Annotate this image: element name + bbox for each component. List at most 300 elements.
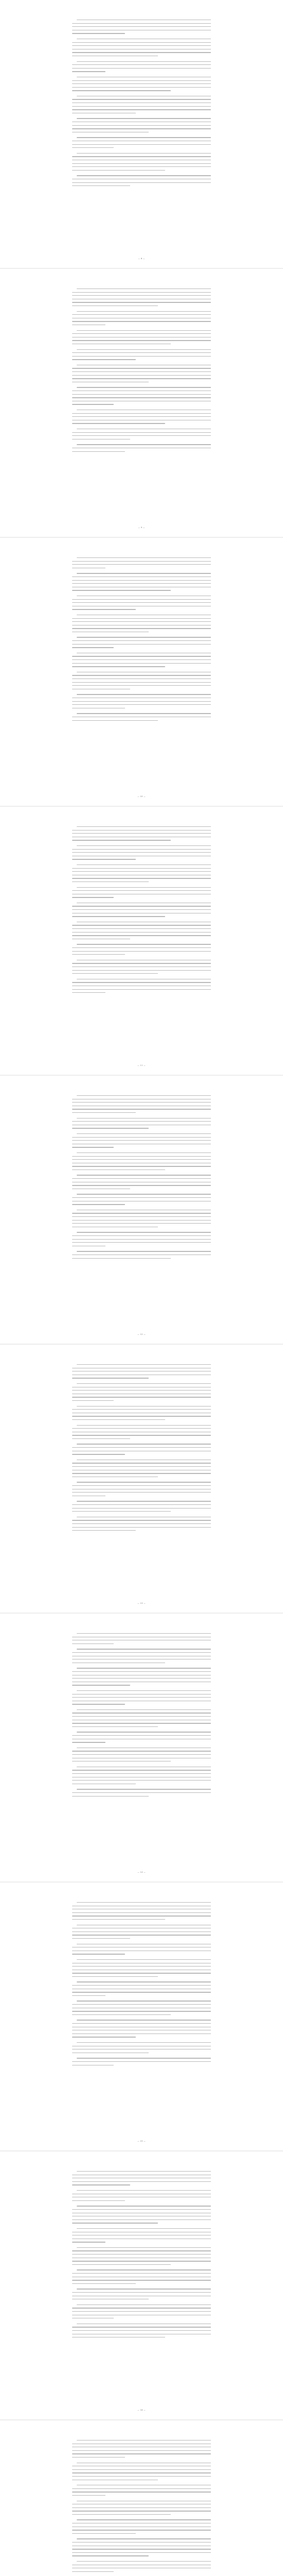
- text-line: [77, 2171, 211, 2172]
- document-page: [0, 1614, 283, 1882]
- text-line: [72, 1726, 158, 1727]
- text-line: [72, 947, 211, 948]
- text-line: [72, 628, 211, 629]
- page-text-block: [72, 1095, 211, 1263]
- text-line: [72, 1530, 136, 1531]
- paragraph: [72, 2485, 211, 2496]
- text-line: [72, 1527, 211, 1528]
- paragraph: [72, 1649, 211, 1663]
- text-line: [72, 2023, 211, 2024]
- text-line: [72, 182, 211, 183]
- text-line: [77, 153, 211, 154]
- page-number: — 11 —: [137, 1064, 146, 1066]
- text-line: [72, 1438, 130, 1439]
- paragraph: [72, 1944, 211, 1955]
- page-number: — 9 —: [138, 527, 145, 529]
- text-line: [77, 845, 211, 846]
- paragraph: [72, 1133, 211, 1148]
- text-line: [72, 2014, 171, 2015]
- page-text-block: [72, 1364, 211, 1536]
- text-line: [72, 1239, 211, 1240]
- paragraph: [72, 1767, 211, 1784]
- text-line: [72, 989, 211, 990]
- paragraph: [72, 1153, 211, 1170]
- paragraph: [72, 2228, 211, 2243]
- text-line: [77, 1690, 211, 1691]
- paragraph: [72, 137, 211, 148]
- text-line: [77, 1981, 211, 1982]
- text-line: [72, 1204, 125, 1205]
- paragraph: [72, 1959, 211, 1977]
- text-line: [72, 849, 211, 850]
- text-line: [72, 2542, 211, 2543]
- paragraph: [72, 1251, 211, 1258]
- paragraph: [72, 826, 211, 841]
- paragraph: [72, 1194, 211, 1205]
- text-line: [72, 1523, 211, 1524]
- text-line: [77, 1364, 211, 1365]
- text-line: [72, 2453, 211, 2454]
- text-line: [72, 2004, 211, 2005]
- text-line: [72, 564, 211, 565]
- paragraph: [72, 2538, 211, 2556]
- paragraph: [72, 1517, 211, 1531]
- text-line: [72, 1419, 165, 1420]
- paragraph: [72, 2440, 211, 2458]
- text-line: [72, 394, 211, 395]
- text-line: [72, 701, 211, 702]
- text-line: [72, 1995, 105, 1996]
- text-line: [72, 64, 211, 65]
- paragraph: [72, 444, 211, 451]
- text-line: [72, 2571, 114, 2572]
- text-line: [72, 1216, 211, 1217]
- text-line: [72, 659, 211, 660]
- text-line: [72, 2469, 211, 2470]
- paragraph: [72, 2247, 211, 2265]
- paragraph: [72, 1118, 211, 1129]
- page-text-block: [72, 1902, 211, 2070]
- text-line: [72, 397, 211, 398]
- paragraph: [72, 1981, 211, 1996]
- paragraph: [72, 1425, 211, 1439]
- text-line: [72, 371, 211, 372]
- text-line: [72, 375, 211, 376]
- text-line: [72, 435, 211, 436]
- text-line: [72, 2552, 211, 2553]
- page-number: — 16 —: [137, 2409, 146, 2411]
- paragraph: [72, 349, 211, 360]
- text-line: [72, 973, 158, 974]
- text-line: [77, 2247, 211, 2248]
- text-line: [72, 2033, 211, 2034]
- text-line: [72, 663, 211, 664]
- paragraph: [72, 1501, 211, 1512]
- text-line: [72, 1390, 211, 1391]
- paragraph: [72, 1789, 211, 1796]
- paragraph: [72, 922, 211, 939]
- text-line: [72, 1242, 211, 1243]
- text-line: [72, 125, 211, 126]
- page-text-block: [72, 826, 211, 998]
- text-line: [72, 682, 211, 683]
- paragraph: [72, 2001, 211, 2015]
- text-line: [77, 557, 211, 558]
- page-text-block: [72, 557, 211, 725]
- page-text-block: [72, 1633, 211, 1801]
- text-line: [72, 1223, 211, 1224]
- text-line: [72, 704, 211, 705]
- paragraph: [72, 118, 211, 132]
- text-line: [72, 42, 211, 43]
- text-line: [72, 314, 211, 315]
- text-line: [72, 90, 171, 91]
- paragraph: [72, 1925, 211, 1939]
- paragraph: [72, 2171, 211, 2185]
- text-line: [72, 2250, 211, 2251]
- document-page: [0, 0, 283, 268]
- text-line: [77, 175, 211, 176]
- text-line: [72, 1976, 158, 1977]
- text-line: [72, 2533, 136, 2534]
- document-page: [0, 1345, 283, 1613]
- text-line: [77, 2304, 211, 2305]
- paragraph: [72, 387, 211, 404]
- paragraph: [72, 61, 211, 72]
- text-line: [72, 1235, 211, 1236]
- text-line: [72, 2061, 211, 2062]
- text-line: [77, 1902, 211, 1903]
- paragraph: [72, 1406, 211, 1420]
- paragraph: [72, 1232, 211, 1246]
- text-line: [72, 2330, 211, 2331]
- paragraph: [72, 1732, 211, 1742]
- text-line: [72, 2273, 211, 2274]
- paragraph: [72, 2561, 211, 2572]
- text-line: [72, 170, 165, 171]
- text-line: [72, 1966, 211, 1967]
- text-line: [72, 666, 165, 667]
- paragraph: [72, 2324, 211, 2338]
- text-line: [72, 1178, 211, 1179]
- text-line: [72, 109, 211, 110]
- paragraph: [72, 77, 211, 91]
- paragraph: [72, 557, 211, 568]
- text-line: [77, 713, 211, 714]
- text-line: [77, 311, 211, 312]
- text-line: [72, 1121, 211, 1122]
- text-line: [77, 2042, 211, 2043]
- text-line: [72, 2209, 211, 2210]
- text-line: [72, 1796, 149, 1797]
- document-page: [0, 538, 283, 806]
- text-line: [72, 644, 211, 645]
- text-line: [72, 621, 211, 622]
- text-line: [72, 359, 136, 360]
- paragraph: [72, 1633, 211, 1644]
- text-line: [77, 1425, 211, 1426]
- text-line: [72, 951, 211, 952]
- text-line: [72, 2450, 211, 2451]
- text-line: [72, 2264, 171, 2265]
- text-line: [72, 1985, 211, 1986]
- paragraph: [72, 2206, 211, 2223]
- paragraph: [72, 1748, 211, 1762]
- text-line: [72, 1220, 211, 1221]
- text-line: [72, 561, 211, 562]
- text-line: [72, 992, 105, 993]
- paragraph: [72, 672, 211, 689]
- document-page: [0, 1883, 283, 2150]
- text-line: [77, 887, 211, 888]
- text-line: [72, 147, 114, 148]
- text-line: [72, 1716, 211, 1717]
- text-line: [77, 1095, 211, 1096]
- text-line: [72, 23, 211, 24]
- page-text-block: [72, 289, 211, 456]
- text-line: [72, 451, 125, 452]
- text-line: [72, 1697, 211, 1698]
- paragraph: [72, 1482, 211, 1496]
- text-line: [72, 1792, 211, 1793]
- text-line: [72, 378, 211, 379]
- text-line: [77, 1383, 211, 1384]
- paragraph: [72, 1210, 211, 1227]
- document-page: [0, 1076, 283, 1344]
- paragraph: [72, 2304, 211, 2319]
- text-line: [72, 890, 211, 891]
- paragraph: [72, 979, 211, 993]
- text-line: [77, 826, 211, 827]
- text-line: [72, 416, 211, 417]
- page-text-block: [72, 20, 211, 191]
- paragraph: [72, 429, 211, 439]
- text-line: [72, 830, 211, 831]
- paragraph: [72, 311, 211, 326]
- text-line: [72, 2495, 105, 2496]
- paragraph: [72, 2501, 211, 2515]
- text-line: [72, 618, 211, 619]
- paragraph: [72, 289, 211, 306]
- page-number: — 10 —: [137, 795, 146, 798]
- text-line: [72, 1735, 211, 1736]
- text-line: [72, 156, 211, 157]
- text-line: [72, 1466, 211, 1467]
- paragraph: [72, 1383, 211, 1401]
- text-line: [72, 833, 211, 834]
- text-line: [72, 333, 211, 334]
- text-line: [72, 356, 211, 357]
- text-line: [72, 295, 211, 296]
- text-line: [72, 2476, 211, 2477]
- paragraph: [72, 2042, 211, 2053]
- paragraph: [72, 2463, 211, 2480]
- text-line: [72, 602, 211, 603]
- text-line: [77, 1709, 211, 1710]
- text-line: [72, 2311, 211, 2312]
- text-line: [72, 87, 211, 88]
- text-line: [72, 1643, 114, 1644]
- paragraph: [72, 1668, 211, 1685]
- text-line: [72, 340, 211, 341]
- text-line: [72, 1428, 211, 1429]
- paragraph: [72, 1095, 211, 1113]
- text-line: [72, 1938, 130, 1939]
- paragraph: [72, 2519, 211, 2534]
- text-line: [72, 83, 211, 84]
- paragraph: [72, 2190, 211, 2201]
- text-line: [72, 80, 211, 81]
- document-page: [0, 807, 283, 1075]
- text-line: [72, 45, 211, 46]
- text-line: [72, 68, 211, 69]
- text-line: [72, 1492, 211, 1493]
- text-line: [72, 2283, 136, 2284]
- page-text-block: [72, 2171, 211, 2343]
- text-line: [72, 1919, 165, 1920]
- document-page: [0, 269, 283, 537]
- paragraph: [72, 903, 211, 917]
- paragraph: [72, 1460, 211, 1477]
- text-line: [72, 1159, 211, 1160]
- paragraph: [72, 2289, 211, 2299]
- page-number: — 8 —: [138, 258, 145, 260]
- text-line: [77, 444, 211, 445]
- paragraph: [72, 175, 211, 186]
- paragraph: [72, 96, 211, 113]
- paragraph: [72, 1709, 211, 1727]
- document-page: [0, 2420, 283, 2576]
- text-line: [72, 640, 211, 641]
- text-line: [72, 185, 130, 186]
- text-line: [72, 583, 211, 584]
- text-line: [72, 1511, 171, 1512]
- text-line: [72, 144, 211, 145]
- text-line: [77, 1133, 211, 1134]
- text-line: [72, 928, 211, 929]
- text-line: [72, 292, 211, 293]
- paragraph: [72, 887, 211, 898]
- text-line: [77, 2561, 211, 2562]
- paragraph: [72, 653, 211, 667]
- text-line: [72, 1780, 211, 1781]
- paragraph: [72, 1902, 211, 1920]
- text-line: [72, 1409, 211, 1410]
- paragraph: [72, 365, 211, 382]
- text-line: [72, 163, 211, 164]
- text-line: [72, 2219, 211, 2220]
- text-line: [72, 2292, 211, 2293]
- paragraph: [72, 1175, 211, 1189]
- text-line: [72, 2254, 211, 2255]
- text-line: [72, 1652, 211, 1653]
- text-line: [72, 1137, 211, 1138]
- text-line: [72, 2184, 130, 2185]
- text-line: [77, 1633, 211, 1634]
- text-line: [72, 352, 211, 353]
- text-line: [72, 916, 165, 917]
- text-line: [77, 2190, 211, 2191]
- text-line: [72, 1773, 211, 1774]
- text-line: [72, 26, 211, 27]
- paragraph: [72, 20, 211, 34]
- text-line: [72, 2200, 125, 2201]
- text-line: [72, 1258, 171, 1259]
- page-number: — 12 —: [137, 1333, 146, 1335]
- paragraph: [72, 596, 211, 610]
- paragraph: [72, 330, 211, 345]
- text-line: [72, 1931, 211, 1932]
- text-line: [72, 2457, 125, 2458]
- text-line: [72, 685, 211, 686]
- text-line: [72, 2507, 211, 2508]
- paragraph: [72, 573, 211, 590]
- text-line: [77, 2228, 211, 2229]
- page-number: — 14 —: [137, 1871, 146, 1873]
- text-line: [72, 1504, 211, 1505]
- text-line: [72, 1678, 211, 1679]
- text-line: [72, 2555, 149, 2556]
- text-line: [72, 871, 211, 872]
- text-line: [77, 2538, 211, 2539]
- text-line: [72, 1197, 211, 1198]
- paragraph: [72, 694, 211, 708]
- text-line: [72, 432, 211, 433]
- text-line: [72, 71, 105, 72]
- document-page: [0, 2151, 283, 2419]
- text-line: [77, 330, 211, 331]
- text-line: [72, 2181, 211, 2182]
- paragraph: [72, 1364, 211, 1379]
- text-line: [72, 166, 211, 167]
- text-line: [72, 599, 211, 600]
- text-line: [72, 128, 211, 129]
- text-line: [72, 935, 211, 936]
- paragraph: [72, 845, 211, 860]
- paragraph: [72, 960, 211, 974]
- text-line: [72, 1912, 211, 1913]
- text-line: [72, 1112, 136, 1113]
- text-line: [72, 868, 211, 869]
- text-line: [72, 1485, 211, 1486]
- paragraph: [72, 865, 211, 882]
- text-line: [72, 413, 211, 414]
- paragraph: [72, 2020, 211, 2037]
- paragraph: [72, 39, 211, 56]
- paragraph: [72, 1444, 211, 1454]
- text-line: [72, 852, 211, 853]
- text-line: [72, 1400, 114, 1401]
- page-number: — 13 —: [137, 1602, 146, 1604]
- text-line: [72, 909, 211, 910]
- text-line: [77, 1959, 211, 1960]
- paragraph: [72, 713, 211, 720]
- page-text-block: [72, 2440, 211, 2576]
- text-line: [72, 1508, 211, 1509]
- text-line: [72, 2488, 211, 2489]
- text-line: [72, 954, 125, 955]
- text-line: [72, 1156, 211, 1157]
- paragraph: [72, 944, 211, 955]
- text-line: [72, 1102, 211, 1103]
- paragraph: [72, 615, 211, 632]
- text-line: [72, 106, 211, 107]
- text-line: [72, 1671, 211, 1672]
- paragraph: [72, 410, 211, 424]
- page-number: — 15 —: [137, 2140, 146, 2142]
- text-line: [72, 647, 114, 648]
- paragraph: [72, 153, 211, 171]
